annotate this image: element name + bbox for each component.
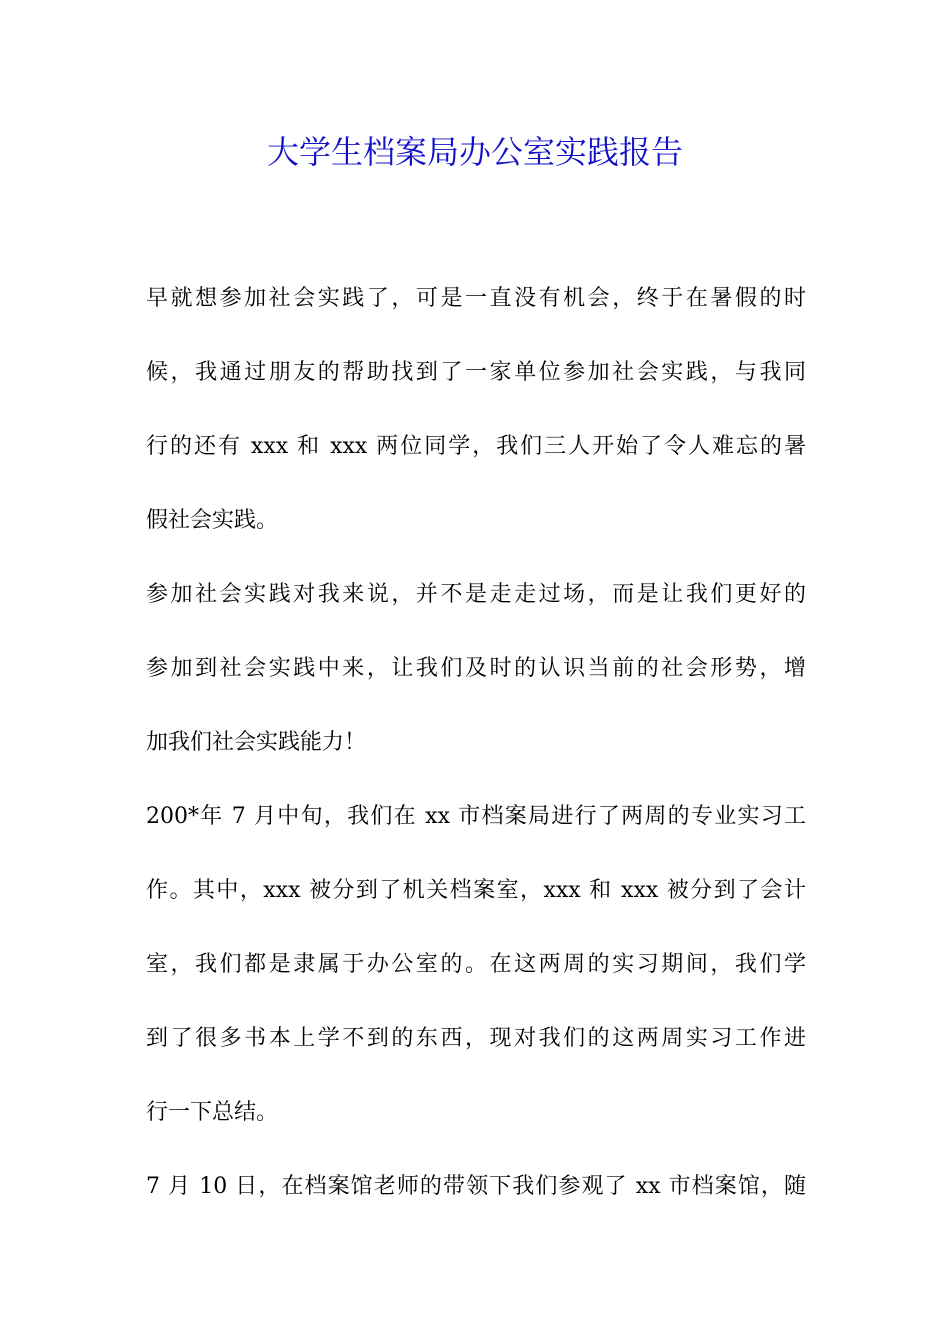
- text-line: 候，我通过朋友的帮助找到了一家单位参加社会实践，与我同: [146, 360, 806, 385]
- text-line: 作。其中，xxx 被分到了机关档案室，xxx 和 xxx 被分到了会计: [146, 878, 806, 903]
- text-line: 室，我们都是隶属于办公室的。在这两周的实习期间，我们学: [146, 952, 806, 977]
- text-line: 参加到社会实践中来，让我们及时的认识当前的社会形势，增: [146, 656, 806, 681]
- text-line: 早就想参加社会实践了，可是一直没有机会，终于在暑假的时: [146, 286, 806, 311]
- document-body: [146, 262, 806, 1224]
- paragraph-4: [146, 1150, 806, 1224]
- text-line: 7 月 10 日，在档案馆老师的带领下我们参观了 xx 市档案馆，随: [146, 1174, 806, 1199]
- paragraph-2: [146, 558, 806, 780]
- paragraph-1: [146, 262, 806, 558]
- text-line: 行一下总结。: [146, 1100, 279, 1125]
- document-title: 大学生档案局办公室实践报告: [266, 133, 683, 171]
- text-line: 参加社会实践对我来说，并不是走走过场，而是让我们更好的: [146, 582, 806, 607]
- text-line: 加我们社会实践能力！: [146, 730, 367, 755]
- text-line: 到了很多书本上学不到的东西，现对我们的这两周实习工作进: [146, 1026, 806, 1051]
- paragraph-3: [146, 780, 806, 1150]
- text-line: 行的还有 xxx 和 xxx 两位同学，我们三人开始了令人难忘的暑: [146, 434, 806, 459]
- text-line: 假社会实践。: [146, 508, 279, 533]
- text-line: 200*年 7 月中旬，我们在 xx 市档案局进行了两周的专业实习工: [146, 804, 806, 829]
